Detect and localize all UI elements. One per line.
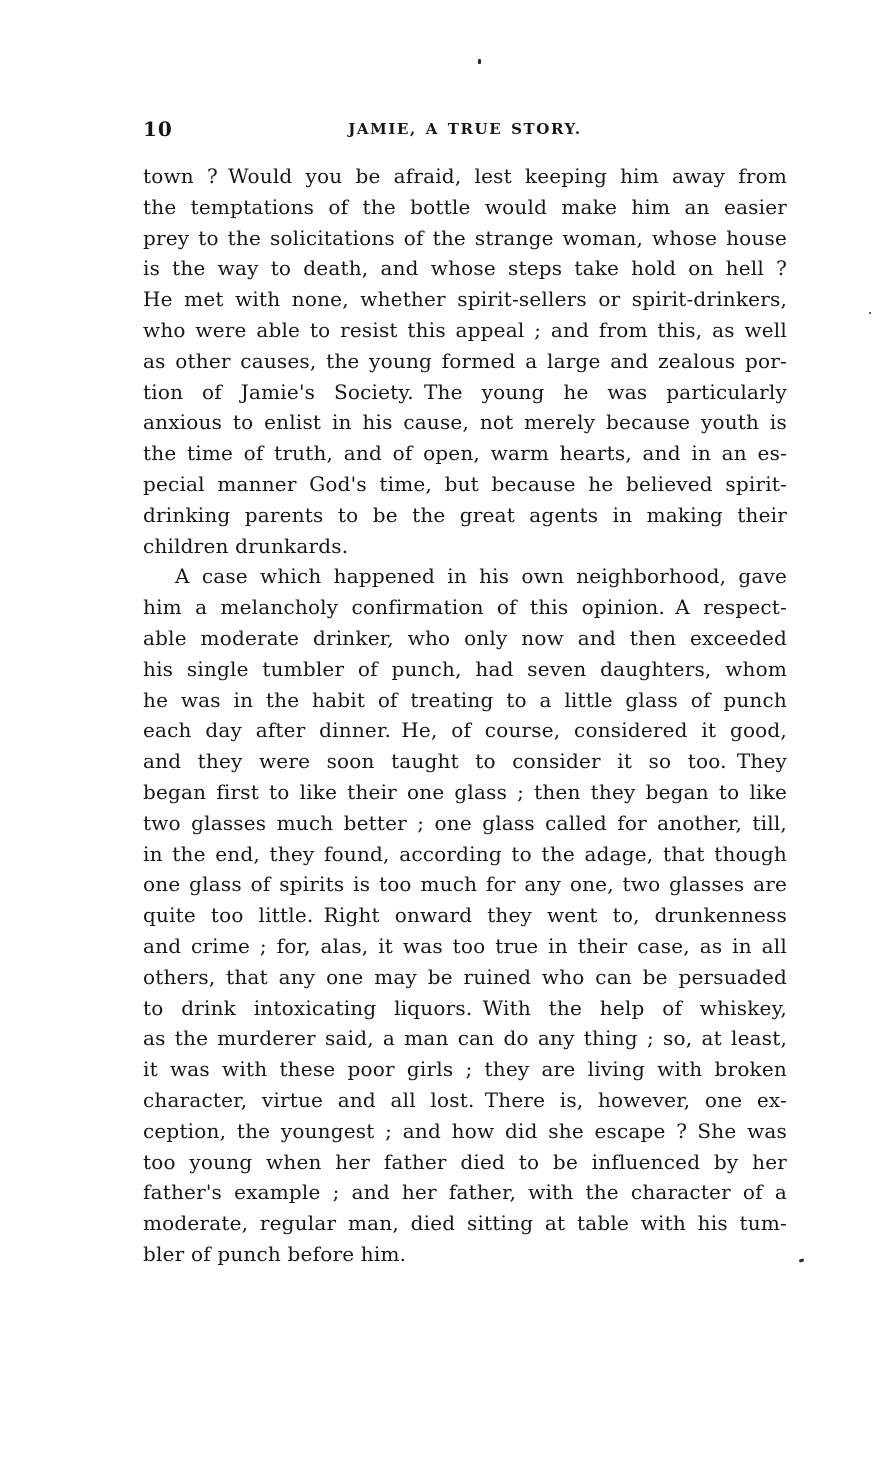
text-line: quite too little. Right onward they went to, drunkenness [143, 903, 787, 928]
text-line: in the end, they found, according to the adage, that though [143, 841, 787, 866]
page-number: 10 [143, 117, 173, 141]
text-line: and they were soon taught to consider it so too. They [143, 749, 787, 774]
text-line: drinking parents to be the great agents in making their [143, 502, 787, 527]
text-line: as other causes, the young formed a large and zealous por- [143, 348, 787, 373]
scan-artifact [799, 1258, 805, 1263]
text-line: tion of Jamie's Society. The young he was particularly [143, 379, 787, 404]
text-line: others, that any one may be ruined who can be persuaded [143, 964, 787, 989]
text-line: A case which happened in his own neighborhood, gave [175, 564, 787, 589]
text-line: him a melancholy confirmation of this opinion. A respect- [143, 595, 787, 620]
text-line: his single tumbler of punch, had seven daughters, whom [143, 656, 787, 681]
scan-artifact [478, 59, 481, 64]
text-line: the temptations of the bottle would make him an easier [143, 194, 787, 219]
running-title: JAMIE, A TRUE STORY. [348, 120, 582, 138]
text-line: as the murderer said, a man can do any thing ; so, at least, [143, 1026, 787, 1051]
text-line: who were able to resist this appeal ; and from this, as well [143, 317, 787, 342]
text-line: bler of punch before him. [143, 1241, 407, 1266]
text-line: one glass of spirits is too much for any one, two glasses are [143, 872, 787, 897]
text-line: he was in the habit of treating to a little glass of punch [143, 687, 787, 712]
text-line: each day after dinner. He, of course, considered it good, [143, 718, 787, 743]
text-line: too young when her father died to be influenced by her [143, 1149, 787, 1174]
text-line: character, virtue and all lost. There is, however, one ex- [143, 1087, 787, 1112]
text-line: moderate, regular man, died sitting at table with his tum- [143, 1211, 787, 1236]
text-line: to drink intoxicating liquors. With the help of whiskey, [143, 995, 787, 1020]
text-line: anxious to enlist in his cause, not merely because youth is [143, 410, 787, 435]
text-line: town ? Would you be afraid, lest keeping him away from [143, 164, 787, 188]
text-line: the time of truth, and of open, warm hearts, and in an es- [143, 441, 787, 466]
text-line: father's example ; and her father, with the character of a [143, 1180, 787, 1205]
text-line: began first to like their one glass ; then they began to like [143, 779, 787, 804]
text-line: it was with these poor girls ; they are living with broken [143, 1057, 787, 1082]
running-head [143, 117, 787, 141]
text-line: prey to the solicitations of the strange woman, whose house [143, 225, 787, 250]
page-text [143, 161, 787, 1270]
text-line: able moderate drinker, who only now and then exceeded [143, 625, 787, 650]
text-line: is the way to death, and whose steps take hold on hell ? [143, 256, 787, 281]
text-line: He met with none, whether spirit-sellers or spirit-drinkers, [143, 287, 787, 312]
text-line: pecial manner God's time, but because he believed spirit- [143, 471, 787, 496]
text-line: ception, the youngest ; and how did she escape ? She was [143, 1118, 787, 1143]
text-line: and crime ; for, alas, it was too true in their case, as in all [143, 933, 787, 958]
text-line: children drunkards. [143, 533, 349, 558]
text-line: two glasses much better ; one glass called for another, till, [143, 810, 787, 835]
scan-artifact [869, 312, 871, 314]
